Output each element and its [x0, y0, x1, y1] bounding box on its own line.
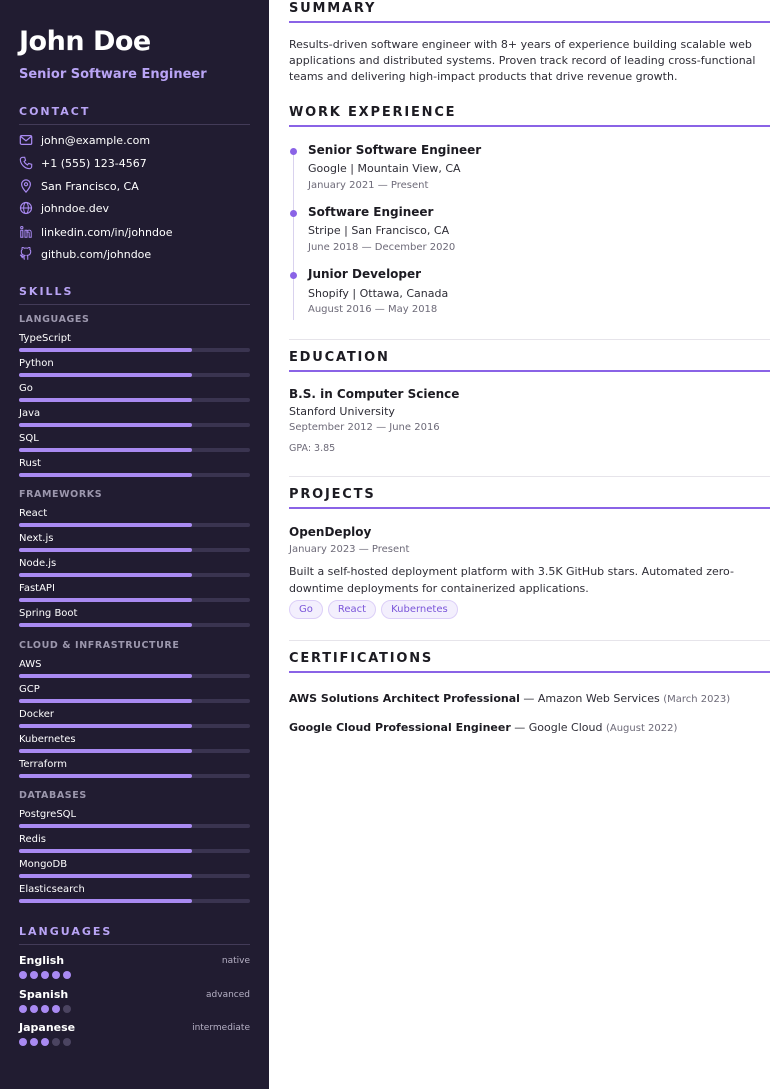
job-title: Junior Developer [308, 267, 422, 281]
languages-heading: LANGUAGES [19, 925, 250, 945]
proficiency-dot [41, 971, 49, 979]
skill-level-fill [19, 749, 192, 753]
education-gpa: GPA: 3.85 [289, 443, 336, 454]
skill-level-fill [19, 899, 192, 903]
skill-name: Rust [19, 458, 41, 469]
timeline-dot [290, 272, 297, 279]
job-dates: August 2016 — May 2018 [308, 304, 438, 315]
project-description: Built a self-hosted deployment platform with 3.5K GitHub stars. Automated zero-downtime deployments for containerized applications. [289, 565, 734, 595]
job-company: Google | Mountain View, CA [308, 162, 461, 175]
proficiency-dot [63, 1005, 71, 1013]
skills-heading: SKILLS [19, 285, 250, 305]
proficiency-dot [52, 1005, 60, 1013]
section-divider [289, 339, 770, 340]
language-proficiency-dots [19, 971, 71, 979]
skill-name: TypeScript [19, 333, 71, 344]
project-tags [289, 600, 458, 619]
education-school: Stanford University [289, 405, 395, 418]
skill-level-fill [19, 373, 192, 377]
education-heading: EDUCATION [289, 350, 770, 372]
linkedin-icon [19, 225, 34, 240]
education-dates: September 2012 — June 2016 [289, 422, 440, 433]
phone-icon [19, 156, 34, 171]
job-title: Senior Software Engineer [308, 143, 482, 157]
proficiency-dot [19, 1005, 27, 1013]
contact-email[interactable] [19, 132, 150, 148]
summary-heading: SUMMARY [289, 1, 770, 23]
contact-location-text: San Francisco, CA [41, 179, 139, 193]
language-level: intermediate [192, 1023, 250, 1033]
skill-name: Kubernetes [19, 734, 76, 745]
summary-text: Results-driven software engineer with 8+ years of experience building scalable web applications and distributed systems. Proven track record of leading cross-functional teams and delivering high-impact products that drive revenue growth. [289, 38, 756, 83]
skill-level-bar [19, 598, 250, 602]
experience-heading: WORK EXPERIENCE [289, 105, 770, 127]
project-name: OpenDeploy [289, 525, 372, 539]
skill-level-fill [19, 448, 192, 452]
timeline-line [293, 150, 294, 320]
skill-level-fill [19, 598, 192, 602]
skill-name: Python [19, 358, 54, 369]
section-divider [289, 640, 770, 641]
skill-level-bar [19, 824, 250, 828]
proficiency-dot [63, 971, 71, 979]
skill-category-label: DATABASES [19, 790, 87, 801]
certification-issuer: Amazon Web Services [537, 692, 660, 705]
location-pin-icon [19, 179, 34, 194]
skill-level-bar [19, 874, 250, 878]
skill-level-bar [19, 899, 250, 903]
skill-name: Next.js [19, 533, 54, 544]
sidebar [0, 0, 269, 1089]
proficiency-dot [63, 1038, 71, 1046]
contact-phone[interactable] [19, 155, 147, 171]
skill-level-bar [19, 473, 250, 477]
proficiency-dot [19, 971, 27, 979]
skill-name: Node.js [19, 558, 57, 569]
certification-name: AWS Solutions Architect Professional [289, 692, 520, 705]
language-proficiency-dots [19, 1005, 71, 1013]
proficiency-dot [19, 1038, 27, 1046]
job-company: Shopify | Ottawa, Canada [308, 287, 449, 300]
skill-category-label: CLOUD & INFRASTRUCTURE [19, 640, 180, 651]
contact-linkedin-text: linkedin.com/in/johndoe [41, 225, 173, 239]
skill-level-fill [19, 548, 192, 552]
project-tag: React [328, 600, 376, 619]
proficiency-dot [30, 971, 38, 979]
certification-item: Google Cloud Professional Engineer — Google Cloud (August 2022) [289, 721, 678, 734]
skill-level-fill [19, 523, 192, 527]
contact-location [19, 178, 139, 194]
language-level: native [221, 956, 250, 966]
projects-heading: PROJECTS [289, 487, 770, 509]
skill-name: Go [19, 383, 33, 394]
skill-level-bar [19, 724, 250, 728]
skill-level-bar [19, 548, 250, 552]
candidate-name: John Doe [19, 26, 151, 57]
skill-level-bar [19, 448, 250, 452]
language-name: English [19, 954, 65, 967]
skill-name: Elasticsearch [19, 884, 85, 895]
certification-date: (August 2022) [605, 723, 678, 734]
contact-github-text: github.com/johndoe [41, 247, 152, 261]
skill-name: MongoDB [19, 859, 68, 870]
proficiency-dot [52, 1038, 60, 1046]
proficiency-dot [41, 1005, 49, 1013]
proficiency-dot [30, 1005, 38, 1013]
skill-level-bar [19, 398, 250, 402]
skill-level-bar [19, 573, 250, 577]
job-company: Stripe | San Francisco, CA [308, 224, 450, 237]
language-name: Spanish [19, 988, 69, 1001]
mail-icon [19, 133, 34, 148]
skill-level-bar [19, 699, 250, 703]
skill-level-bar [19, 348, 250, 352]
certification-name: Google Cloud Professional Engineer [289, 721, 511, 734]
contact-github[interactable] [19, 246, 151, 262]
skill-level-bar [19, 423, 250, 427]
skill-level-fill [19, 398, 192, 402]
skill-level-bar [19, 523, 250, 527]
timeline-dot [290, 148, 297, 155]
proficiency-dot [30, 1038, 38, 1046]
section-divider [289, 476, 770, 477]
skill-name: GCP [19, 684, 40, 695]
skill-level-fill [19, 824, 192, 828]
certifications-heading: CERTIFICATIONS [289, 651, 770, 673]
skill-name: Java [19, 408, 41, 419]
contact-email-text: john@example.com [41, 133, 151, 147]
certification-date: (March 2023) [663, 694, 731, 705]
skill-name: Docker [19, 709, 55, 720]
certification-issuer: Google Cloud [528, 721, 603, 734]
job-dates: June 2018 — December 2020 [308, 242, 456, 253]
skill-level-bar [19, 849, 250, 853]
language-proficiency-dots [19, 1038, 71, 1046]
education-degree: B.S. in Computer Science [289, 387, 460, 401]
job-title: Software Engineer [308, 205, 434, 219]
project-dates: January 2023 — Present [289, 544, 410, 555]
skill-name: Terraform [19, 759, 68, 770]
skill-level-fill [19, 874, 192, 878]
skill-name: SQL [19, 433, 39, 444]
project-tag: Kubernetes [381, 600, 458, 619]
skill-level-fill [19, 348, 192, 352]
certification-item: AWS Solutions Architect Professional — Amazon Web Services (March 2023) [289, 692, 731, 705]
skill-level-fill [19, 473, 192, 477]
proficiency-dot [52, 971, 60, 979]
skill-level-bar [19, 674, 250, 678]
timeline-dot [290, 210, 297, 217]
contact-linkedin[interactable] [19, 224, 172, 240]
skill-level-fill [19, 674, 192, 678]
globe-icon [19, 201, 34, 216]
contact-website-text: johndoe.dev [41, 201, 109, 215]
skill-level-fill [19, 724, 192, 728]
skill-level-bar [19, 623, 250, 627]
contact-website[interactable] [19, 200, 109, 216]
skill-category-label: LANGUAGES [19, 314, 90, 325]
skill-level-fill [19, 774, 192, 778]
skill-level-fill [19, 573, 192, 577]
skill-name: AWS [19, 659, 42, 670]
skill-level-bar [19, 774, 250, 778]
skill-name: FastAPI [19, 583, 55, 594]
skill-category-label: FRAMEWORKS [19, 489, 103, 500]
skill-level-fill [19, 699, 192, 703]
skill-level-fill [19, 423, 192, 427]
skill-name: Redis [19, 834, 46, 845]
language-level: advanced [206, 990, 250, 1000]
github-icon [19, 247, 34, 262]
skill-level-fill [19, 849, 192, 853]
project-tag: Go [289, 600, 323, 619]
skill-level-fill [19, 623, 192, 627]
contact-phone-text: +1 (555) 123-4567 [41, 156, 147, 170]
job-dates: January 2021 — Present [308, 180, 429, 191]
contact-heading: CONTACT [19, 105, 250, 125]
skill-name: PostgreSQL [19, 809, 77, 820]
skill-level-bar [19, 749, 250, 753]
skill-name: Spring Boot [19, 608, 78, 619]
candidate-title: Senior Software Engineer [19, 67, 207, 82]
proficiency-dot [41, 1038, 49, 1046]
skill-level-bar [19, 373, 250, 377]
language-name: Japanese [19, 1021, 76, 1034]
skill-name: React [19, 508, 48, 519]
